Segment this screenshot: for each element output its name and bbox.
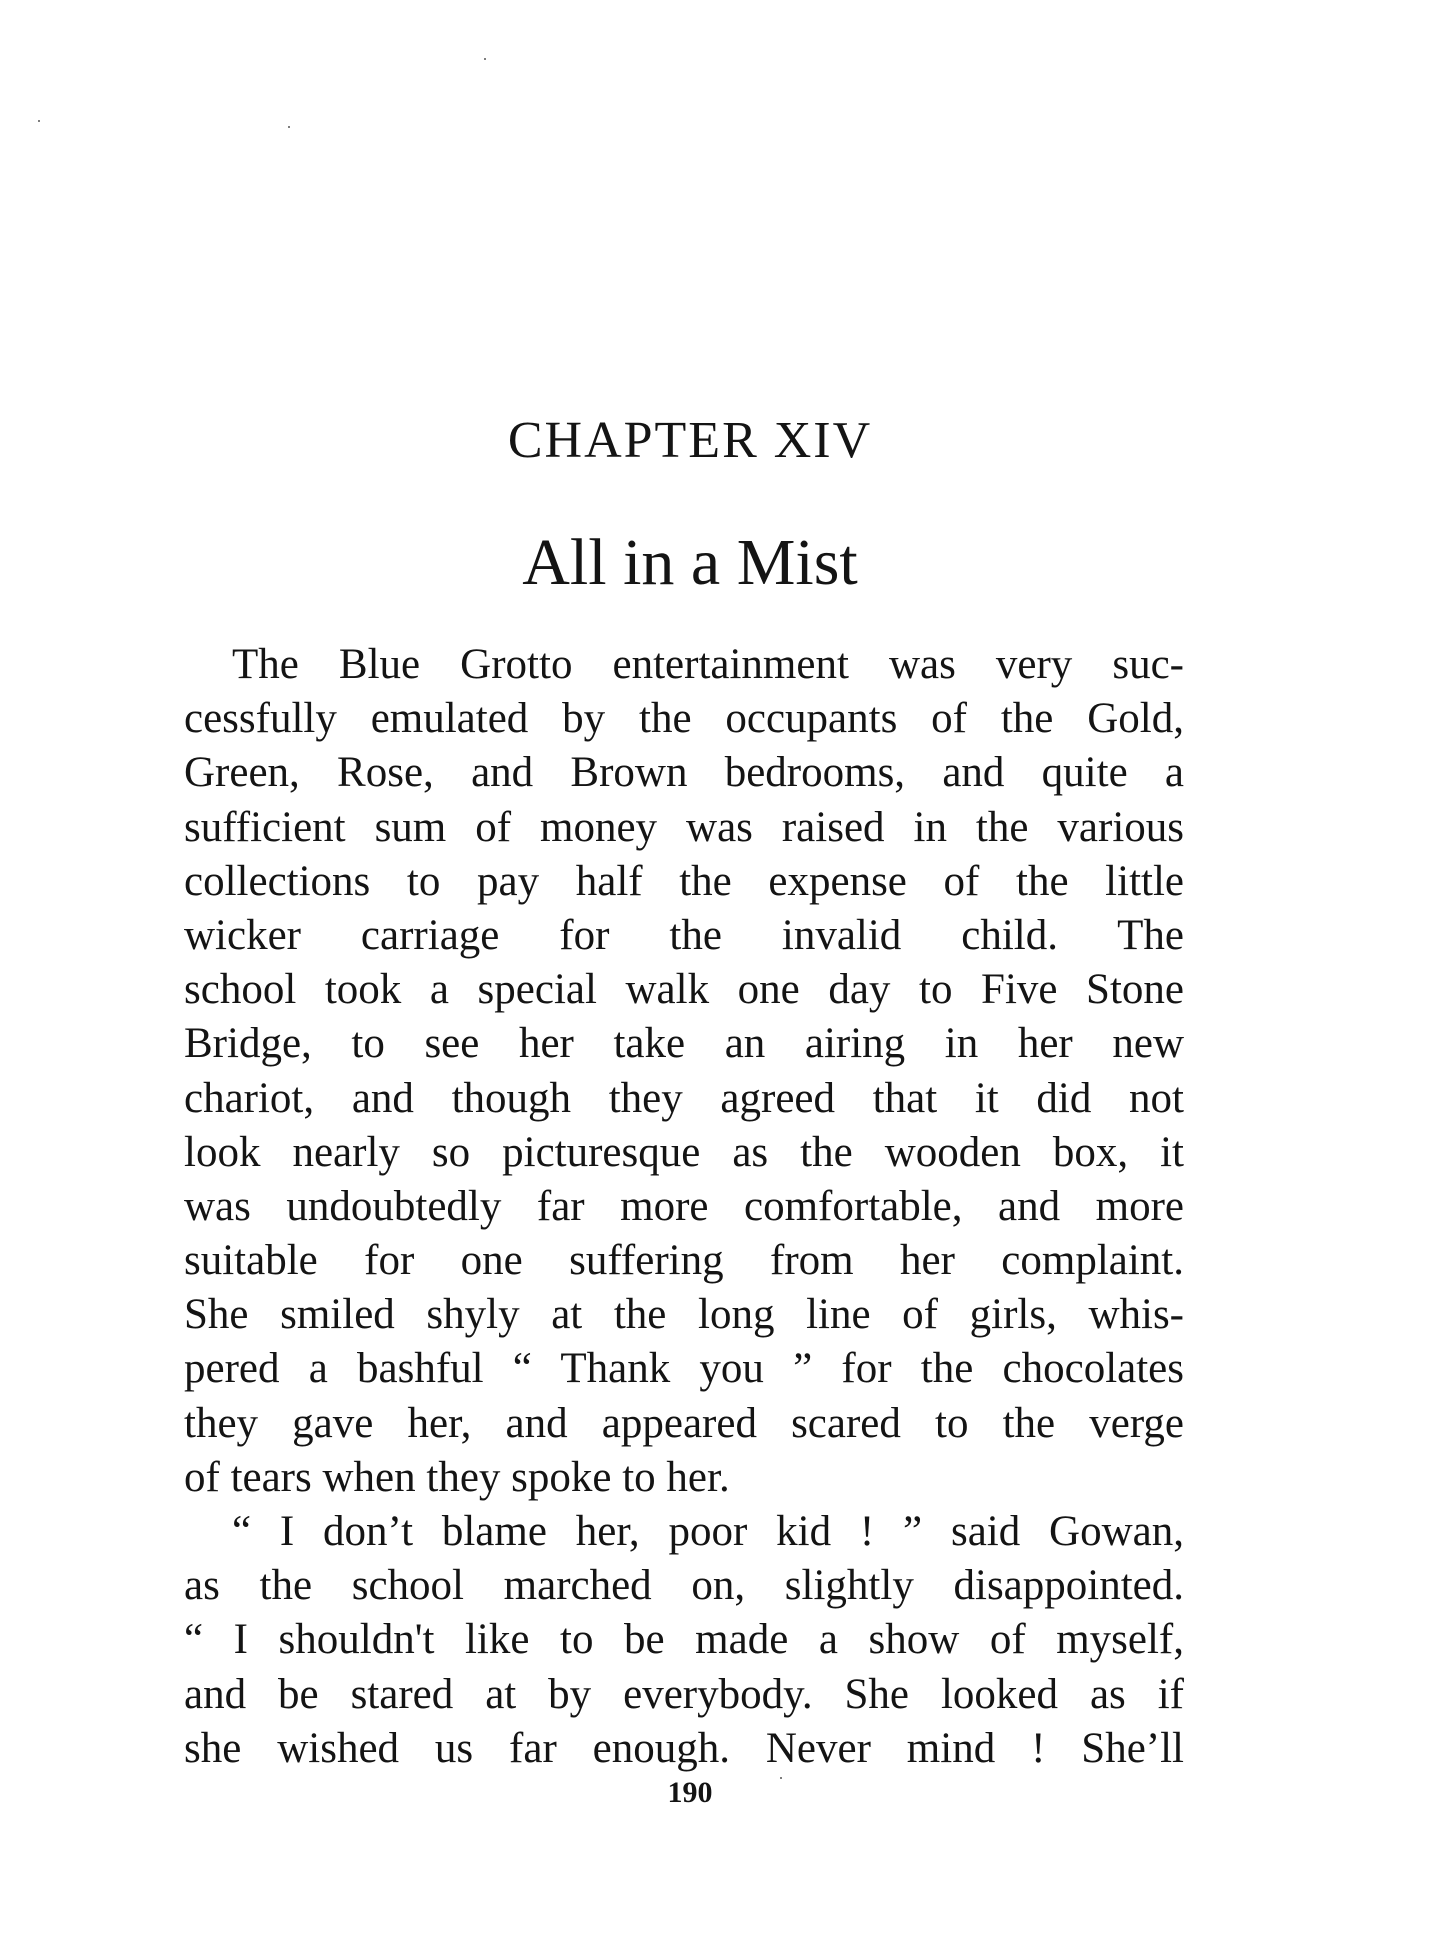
text-line: school took a special walk one day to Five Stone bbox=[184, 966, 1184, 1014]
text-line: sufficient sum of money was raised in the various bbox=[184, 803, 1184, 851]
text-line: they gave her, and appeared scared to the verge bbox=[184, 1399, 1184, 1447]
scan-speck bbox=[484, 58, 486, 60]
text-line: suitable for one suffering from her complaint. bbox=[184, 1237, 1184, 1285]
scan-speck bbox=[38, 120, 40, 122]
chapter-number: CHAPTER XIV bbox=[507, 412, 873, 469]
text-line: The Blue Grotto entertainment was very suc- bbox=[232, 641, 1184, 688]
text-line: she wished us far enough. Never mind ! She’ll bbox=[184, 1724, 1184, 1772]
text-line: and be stared at by everybody. She looked as if bbox=[184, 1670, 1184, 1718]
text-line: Bridge, to see her take an airing in her new bbox=[184, 1020, 1184, 1068]
body-text bbox=[184, 638, 1184, 1776]
page-number: 190 bbox=[667, 1776, 713, 1809]
text-line: Green, Rose, and Brown bedrooms, and quite a bbox=[184, 749, 1184, 797]
text-line: chariot, and though they agreed that it did not bbox=[184, 1074, 1184, 1122]
text-line: look nearly so picturesque as the wooden box, it bbox=[184, 1128, 1184, 1176]
text-line: cessfully emulated by the occupants of the Gold, bbox=[184, 695, 1184, 743]
scan-speck bbox=[288, 126, 290, 128]
text-line: She smiled shyly at the long line of girls, whis- bbox=[184, 1291, 1184, 1339]
chapter-title: All in a Mist bbox=[522, 526, 858, 599]
text-line: collections to pay half the expense of the little bbox=[184, 857, 1184, 905]
text-line: “ I shouldn't like to be made a show of myself, bbox=[184, 1616, 1184, 1664]
text-line: was undoubtedly far more comfortable, and more bbox=[184, 1182, 1184, 1230]
text-line: “ I don’t blame her, poor kid ! ” said Gowan, bbox=[232, 1508, 1184, 1555]
text-line: of tears when they spoke to her. bbox=[184, 1453, 730, 1501]
text-line: as the school marched on, slightly disappointed. bbox=[184, 1562, 1184, 1610]
text-line: pered a bashful “ Thank you ” for the chocolates bbox=[184, 1345, 1184, 1393]
text-line: wicker carriage for the invalid child. The bbox=[184, 911, 1184, 959]
